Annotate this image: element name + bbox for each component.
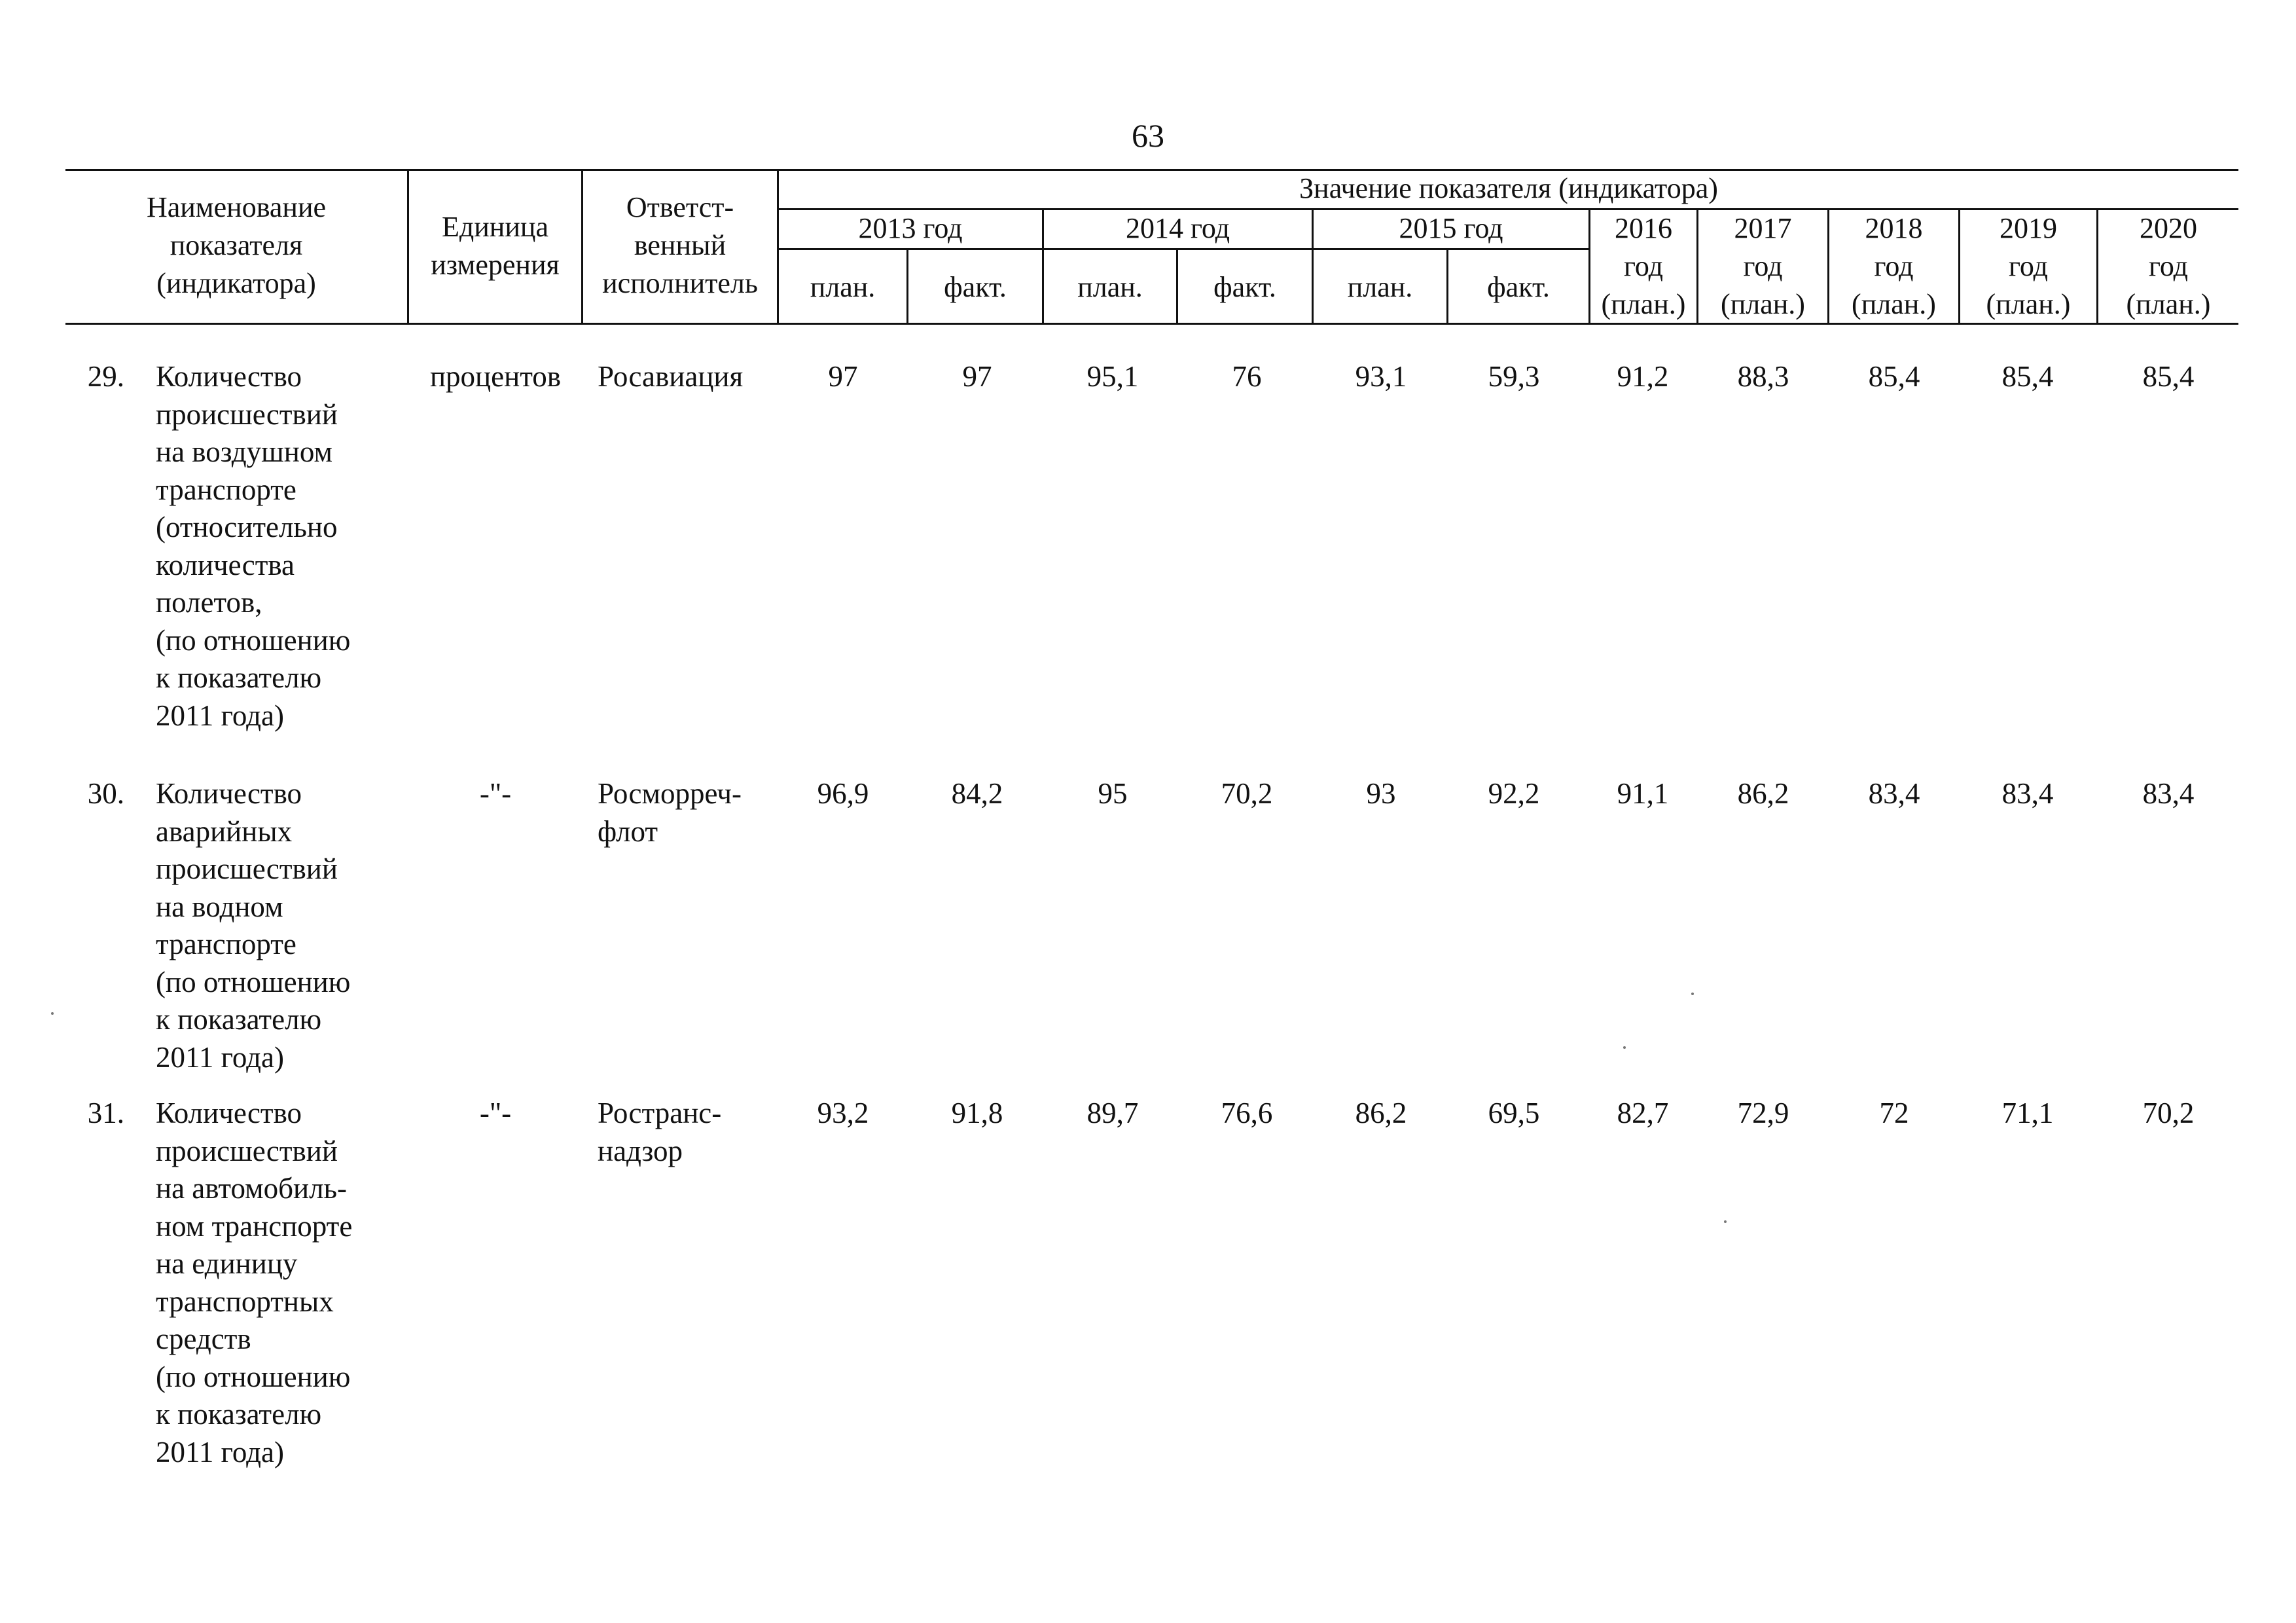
- value-2020-plan: 70,2: [2142, 1097, 2195, 1129]
- value-2016-plan: 91,2: [1617, 360, 1669, 393]
- value-2014-plan: 95: [1098, 777, 1128, 810]
- header-year-2018: 2018 год (план.): [1852, 212, 1936, 320]
- row-indicator-name: Количество аварийных происшествий на водном транспорте (по отношению к показателю 2011 года): [156, 777, 351, 1074]
- value-2020-plan: 85,4: [2142, 360, 2195, 393]
- value-2017-plan: 88,3: [1737, 360, 1789, 393]
- scan-speck: [1691, 993, 1694, 995]
- value-2014-plan: 89,7: [1086, 1097, 1139, 1129]
- header-2013-plan: план.: [810, 271, 876, 303]
- header-year-2014: 2014 год: [1125, 212, 1230, 244]
- value-2013-plan: 97: [828, 360, 858, 393]
- value-2015-fact: 92,2: [1488, 777, 1540, 810]
- row-number: 30.: [87, 777, 124, 810]
- value-2017-plan: 86,2: [1737, 777, 1789, 810]
- header-value-group: Значение показателя (индикатора): [1299, 172, 1718, 204]
- value-2019-plan: 71,1: [2001, 1097, 2054, 1129]
- value-2014-fact: 76,6: [1221, 1097, 1273, 1129]
- header-2015-fact: факт.: [1487, 271, 1550, 303]
- value-2015-fact: 69,5: [1488, 1097, 1540, 1129]
- row-unit: -"-: [479, 1097, 512, 1129]
- value-2015-fact: 59,3: [1488, 360, 1540, 393]
- header-year-2020: 2020 год (план.): [2126, 212, 2211, 320]
- value-2018-plan: 83,4: [1868, 777, 1920, 810]
- page-number: 63: [1132, 117, 1164, 154]
- value-2013-plan: 93,2: [817, 1097, 869, 1129]
- value-2019-plan: 85,4: [2001, 360, 2054, 393]
- header-year-2017: 2017 год (план.): [1721, 212, 1805, 320]
- header-2014-fact: факт.: [1213, 271, 1276, 303]
- value-2018-plan: 85,4: [1868, 360, 1920, 393]
- header-2015-plan: план.: [1347, 271, 1413, 303]
- value-2014-fact: 76: [1232, 360, 1262, 393]
- plan-fact-rule: [777, 248, 1588, 250]
- value-2019-plan: 83,4: [2001, 777, 2054, 810]
- header-year-2016: 2016 год (план.): [1601, 212, 1686, 320]
- row-responsible: Росавиация: [598, 360, 744, 393]
- header-unit: Единица измерения: [431, 211, 560, 281]
- value-2015-plan: 93,1: [1355, 360, 1407, 393]
- value-2020-plan: 83,4: [2142, 777, 2195, 810]
- row-number: 29.: [87, 360, 124, 393]
- value-2017-plan: 72,9: [1737, 1097, 1789, 1129]
- value-2016-plan: 91,1: [1617, 777, 1669, 810]
- row-responsible: Росморреч- флот: [598, 777, 742, 848]
- row-number: 31.: [87, 1097, 124, 1129]
- row-unit: процентов: [429, 360, 562, 393]
- value-2013-fact: 97: [962, 360, 992, 393]
- value-2013-fact: 91,8: [951, 1097, 1003, 1129]
- header-year-2015: 2015 год: [1399, 212, 1503, 244]
- scan-speck: [51, 1012, 54, 1015]
- row-unit: -"-: [479, 777, 512, 810]
- value-2014-plan: 95,1: [1086, 360, 1139, 393]
- row-indicator-name: Количество происшествий на автомобиль- ном транспорте на единицу транспортных средств (по отношению к показателю 2011 года): [156, 1097, 353, 1468]
- value-2013-plan: 96,9: [817, 777, 869, 810]
- value-2015-plan: 86,2: [1355, 1097, 1407, 1129]
- value-2014-fact: 70,2: [1221, 777, 1273, 810]
- header-2014-plan: план.: [1077, 271, 1143, 303]
- value-2013-fact: 84,2: [951, 777, 1003, 810]
- value-2018-plan: 72: [1879, 1097, 1909, 1129]
- scan-speck: [1623, 1046, 1626, 1049]
- header-name: Наименование показателя (индикатора): [146, 191, 327, 299]
- value-2015-plan: 93: [1366, 777, 1396, 810]
- value-2016-plan: 82,7: [1617, 1097, 1669, 1129]
- header-responsible: Ответст- венный исполнитель: [602, 191, 758, 299]
- header-2013-fact: факт.: [944, 271, 1007, 303]
- scan-speck: [1724, 1220, 1727, 1223]
- header-year-2019: 2019 год (план.): [1986, 212, 2071, 320]
- row-responsible: Ространс- надзор: [598, 1097, 722, 1167]
- header-year-2013: 2013 год: [858, 212, 963, 244]
- row-indicator-name: Количество происшествий на воздушном транспорте (относительно количества полетов, (по отношению к показателю 2011 года): [156, 360, 351, 732]
